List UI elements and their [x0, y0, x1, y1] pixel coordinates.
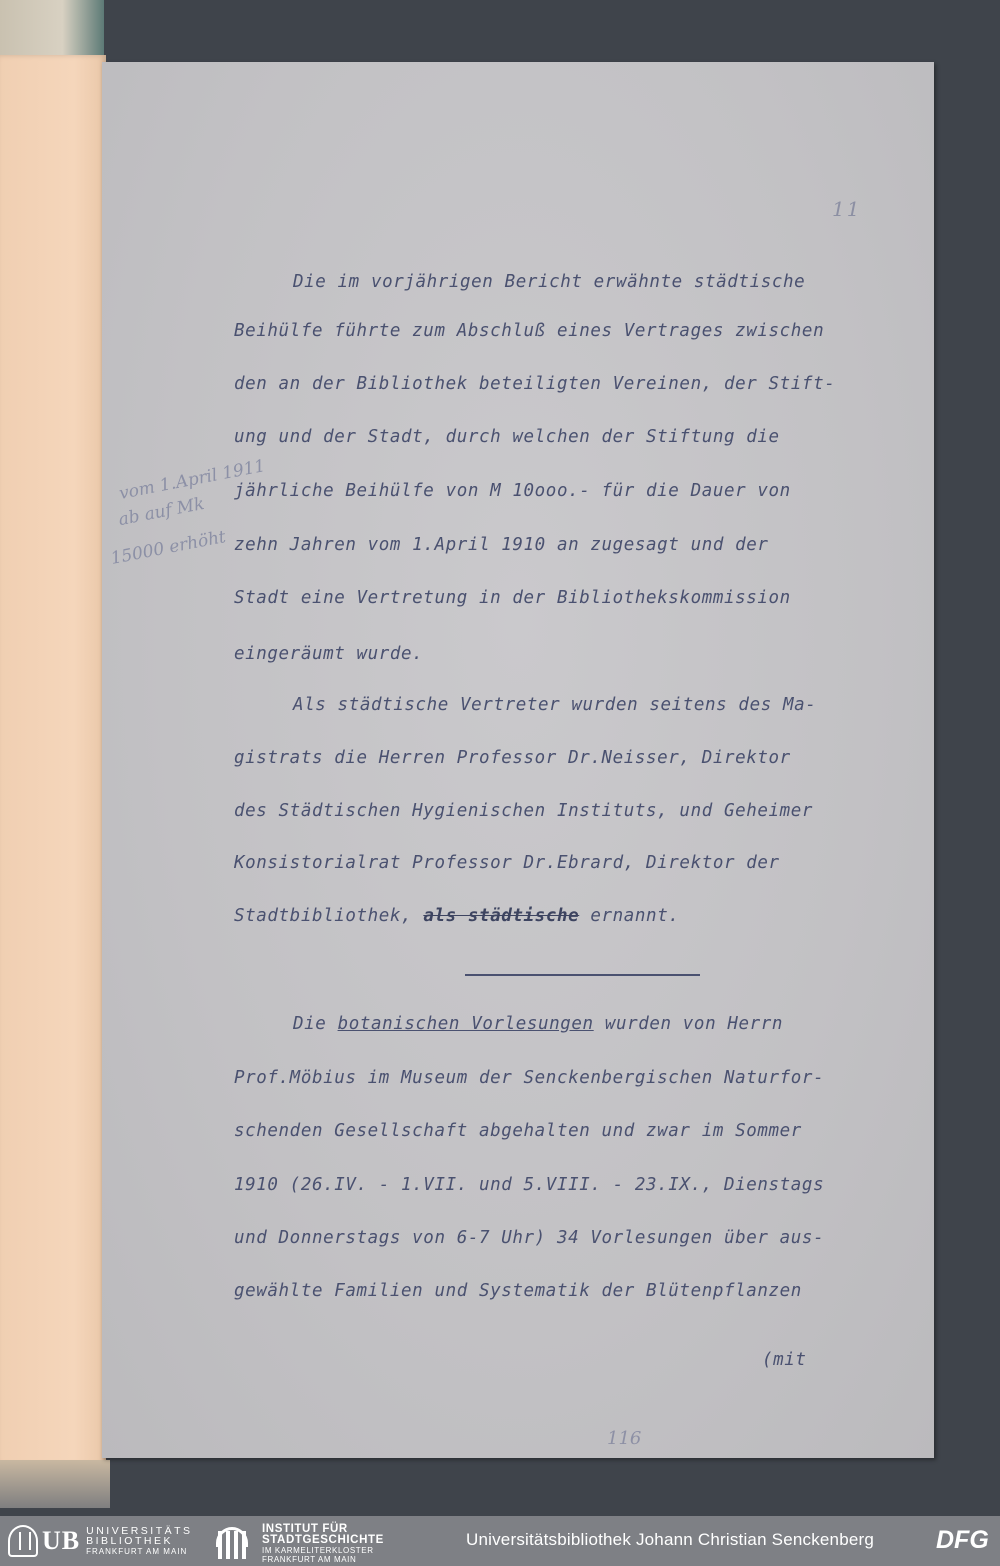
ub-logo[interactable]	[8, 1525, 193, 1557]
paragraph-1-line-8: eingeräumt wurde.	[234, 644, 424, 664]
binding-bottom	[0, 1460, 110, 1508]
margin-note-line-3: 15000 erhöht	[109, 527, 228, 569]
ub-emblem-icon	[8, 1525, 38, 1557]
isg-line-3: IM KARMELITERKLOSTER	[262, 1546, 374, 1555]
ub-line-1: UNIVERSITÄTS	[86, 1524, 193, 1537]
ub-line-3: FRANKFURT AM MAIN	[86, 1546, 188, 1556]
paragraph-1-line-3: den an der Bibliothek beteiligten Vereinen, der Stift-	[234, 374, 836, 394]
paragraph-1-line-1: Die im vorjährigen Bericht erwähnte städtische	[293, 272, 806, 292]
footer-banner	[0, 1516, 1000, 1566]
paragraph-1-line-5: jährliche Beihülfe von M 10ooo.- für die Dauer von	[234, 481, 791, 501]
paragraph-2-line-1: Als städtische Vertreter wurden seitens des Ma-	[293, 695, 817, 715]
paragraph-1-line-4: ung und der Stadt, durch welchen der Stiftung die	[234, 427, 780, 447]
isg-line-1: INSTITUT FÜR	[262, 1523, 348, 1535]
paragraph-3-line-1	[293, 1014, 783, 1034]
paragraph-2-line-3: des Städtischen Hygienischen Instituts, und Geheimer	[234, 801, 814, 821]
paragraph-3-line-2: Prof.Möbius im Museum der Senckenbergischen Naturfor-	[234, 1068, 825, 1088]
ub-wordmark	[86, 1526, 192, 1557]
facing-page-edge	[0, 55, 106, 1465]
footer-title[interactable]: Universitätsbibliothek Johann Christian Senckenberg	[466, 1530, 875, 1549]
paragraph-1-line-7: Stadt eine Vertretung in der Bibliothekskommission	[234, 588, 791, 608]
folio-number: 11	[832, 197, 862, 221]
section-divider	[465, 974, 700, 976]
paragraph-3-line-1-start: Die	[293, 1014, 327, 1034]
paragraph-3-line-1-end: wurden von Herrn	[604, 1014, 784, 1034]
ub-letters: UB	[42, 1526, 81, 1555]
dfg-logo[interactable]: DFG	[936, 1526, 989, 1554]
isg-emblem-icon	[214, 1527, 252, 1561]
paragraph-3-line-4: 1910 (26.IV. - 1.VII. und 5.VIII. - 23.IX., Dienstags	[234, 1175, 825, 1195]
isg-wordmark	[262, 1524, 384, 1564]
paragraph-1-line-6: zehn Jahren vom 1.April 1910 an zugesagt und der	[234, 535, 769, 555]
paragraph-3-line-3: schenden Gesellschaft abgehalten und zwar im Sommer	[234, 1121, 802, 1141]
struck-out-text: als städtische	[423, 906, 580, 926]
isg-logo[interactable]	[214, 1524, 384, 1564]
paragraph-2-line-5-start: Stadtbibliothek,	[234, 906, 413, 926]
underlined-heading: botanischen Vorlesungen	[337, 1014, 594, 1034]
paragraph-2-line-5	[234, 906, 679, 926]
paragraph-2-line-2: gistrats die Herren Professor Dr.Neisser, Direktor	[234, 748, 791, 768]
binding-edge	[0, 0, 104, 62]
catchword: (mit	[762, 1350, 807, 1370]
margin-note-line-1: vom 1.April 1911	[117, 456, 267, 504]
isg-line-4: FRANKFURT AM MAIN	[262, 1555, 357, 1564]
paragraph-1-line-2: Beihülfe führte zum Abschluß eines Vertrages zwischen	[234, 321, 825, 341]
paragraph-2-line-5-end: ernannt.	[590, 906, 680, 926]
paragraph-2-line-4: Konsistorialrat Professor Dr.Ebrard, Direktor der	[234, 853, 780, 873]
archive-page-mark: 116	[607, 1428, 642, 1449]
ub-line-2: BIBLIOTHEK	[86, 1534, 173, 1547]
paragraph-3-line-6: gewählte Familien und Systematik der Blütenpflanzen	[234, 1281, 802, 1301]
isg-line-2: STADTGESCHICHTE	[262, 1534, 384, 1546]
paragraph-3-line-5: und Donnerstags von 6-7 Uhr) 34 Vorlesungen über aus-	[234, 1228, 825, 1248]
margin-note-line-2: ab auf Mk	[116, 493, 207, 531]
